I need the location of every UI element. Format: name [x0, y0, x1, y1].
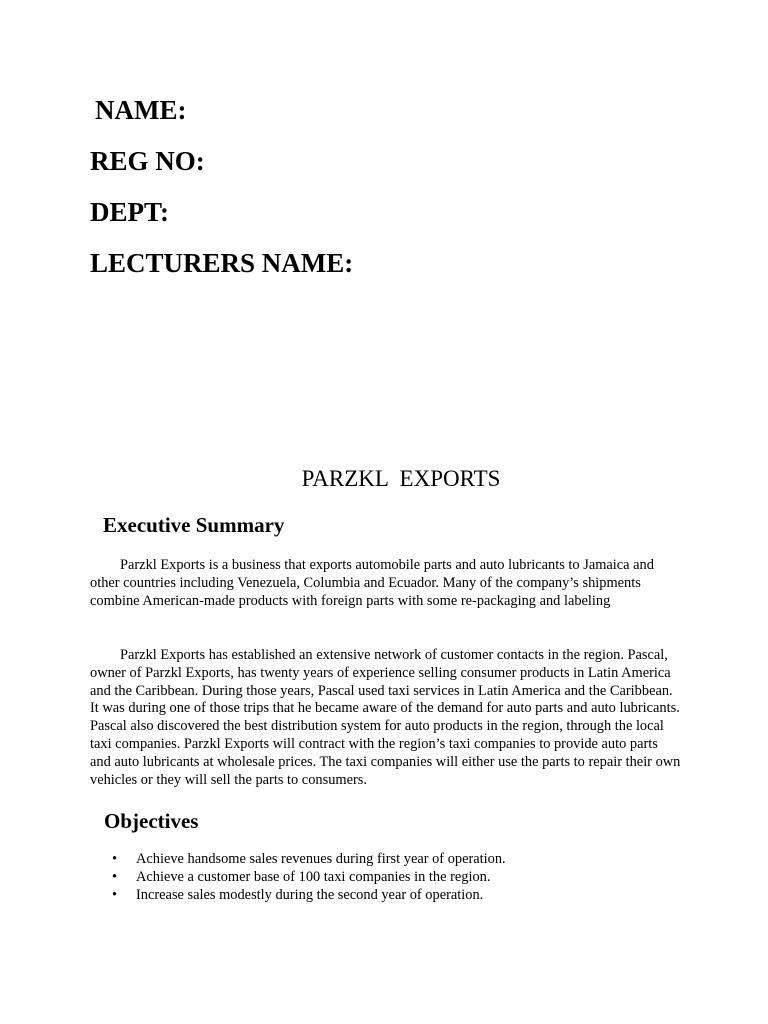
objective-text: Achieve handsome sales revenues during first year of operation.	[136, 851, 506, 867]
objective-text: Achieve a customer base of 100 taxi companies in the region.	[136, 868, 491, 885]
objective-item	[90, 851, 506, 869]
objectives-list	[90, 851, 506, 904]
dept-field-label: DEPT:	[90, 197, 169, 227]
summary-paragraph: Parzkl Exports is a business that exports automobile parts and auto lubricants to Jamaica and other countries including Venezuela, Columbia and Ecuador. Many of the company’s shipments combine American-made products with foreign parts with some re-packaging and labeling	[90, 557, 654, 609]
document-title: PARZKL EXPORTS	[301, 466, 501, 491]
objectives-heading: Objectives	[104, 809, 199, 833]
objective-text: Increase sales modestly during the second year of operation.	[136, 886, 484, 903]
summary-paragraph: Parzkl Exports has established an extensive network of customer contacts in the region. Pascal, owner of Parzkl Exports, has twenty years of experience selling consumer products in Latin America and the Caribbean. During those years, Pascal used taxi services in Latin America and the Caribbean. It was during one of those trips that he became aware of the demand for auto parts and auto lubricants. Pascal also discovered the best distribution system for auto products in the region, through the local taxi companies. Parzkl Exports will contract with the region’s taxi companies to provide auto parts and auto lubricants at wholesale prices. The taxi companies will either use the parts to repair their own vehicles or they will sell the parts to consumers.	[90, 647, 681, 788]
reg-no-field-label: REG NO:	[90, 146, 205, 176]
objective-item	[90, 869, 506, 887]
name-field-label: NAME:	[95, 95, 187, 125]
bullet-icon: •	[112, 886, 118, 903]
lecturers-name-field-label: LECTURERS NAME:	[90, 248, 354, 278]
bullet-icon: •	[112, 851, 118, 867]
bullet-icon: •	[112, 868, 118, 885]
executive-summary-heading: Executive Summary	[103, 513, 285, 537]
objective-item	[90, 887, 506, 905]
